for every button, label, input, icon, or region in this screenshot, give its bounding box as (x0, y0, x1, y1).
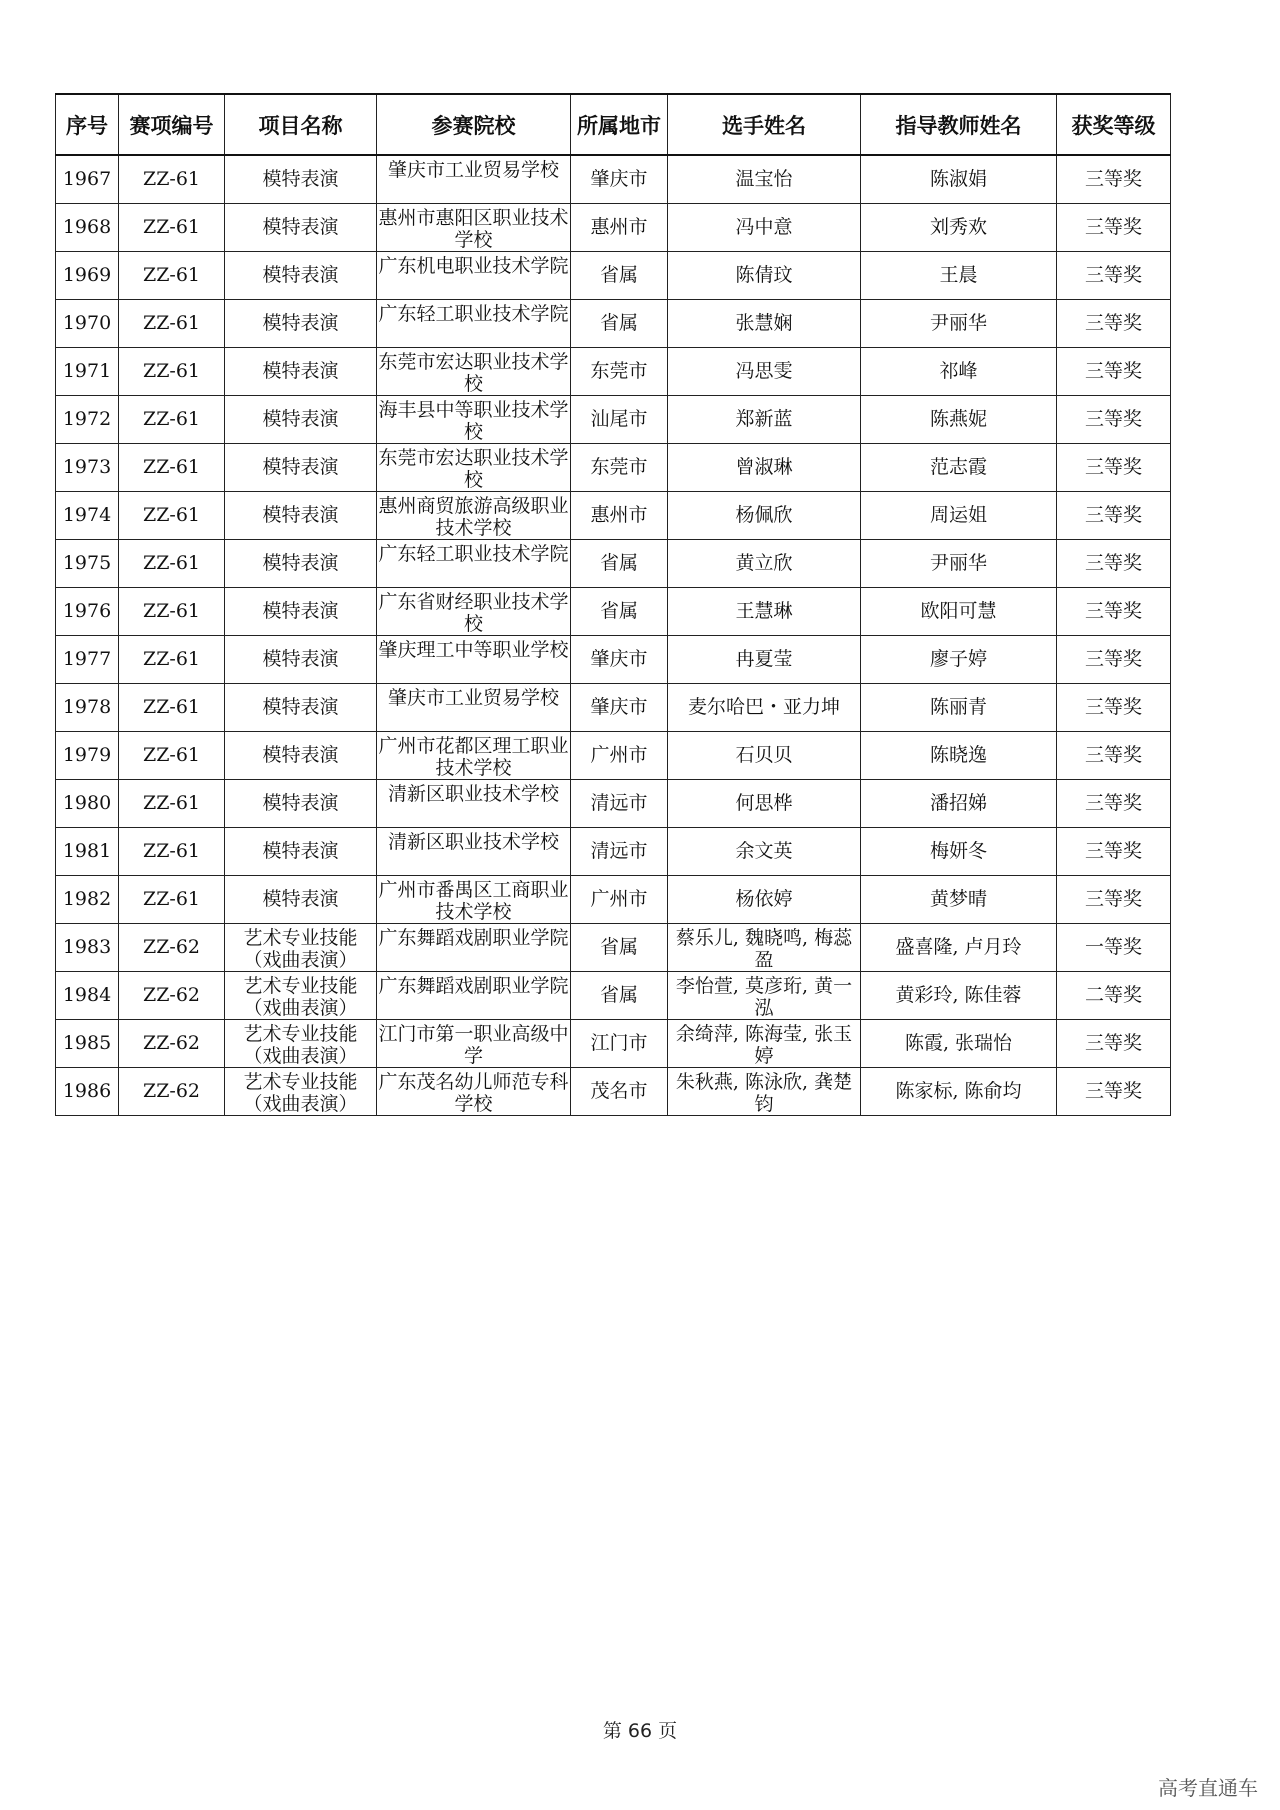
cell-text: 清新区职业技术学校 (387, 782, 559, 805)
cell-contestant (668, 972, 861, 1020)
cell-event-code: ZZ-61 (119, 492, 225, 540)
cell-contestant: 麦尔哈巴・亚力坤 (668, 684, 861, 732)
cell-contestant: 陈倩玟 (668, 252, 861, 300)
cell-school (377, 972, 571, 1020)
cell-contestant: 冉夏莹 (668, 636, 861, 684)
cell-award: 一等奖 (1057, 924, 1171, 972)
cell-text: 广东轻工职业技术学院 (378, 302, 569, 325)
cell-event-code: ZZ-61 (119, 780, 225, 828)
cell-text: 蔡乐儿, 魏晓鸣, 梅蕊盈 (675, 926, 853, 971)
cell-award: 三等奖 (1057, 828, 1171, 876)
cell-school (377, 924, 571, 972)
cell-award: 三等奖 (1057, 204, 1171, 252)
cell-text: 江门市第一职业高级中学 (378, 1022, 569, 1067)
cell-award: 三等奖 (1057, 492, 1171, 540)
cell-seq: 1971 (56, 348, 119, 396)
cell-teacher: 王晨 (861, 252, 1057, 300)
header-award: 获奖等级 (1057, 94, 1171, 155)
cell-school (377, 876, 571, 924)
cell-city: 清远市 (571, 780, 668, 828)
cell-city: 东莞市 (571, 348, 668, 396)
cell-city: 省属 (571, 300, 668, 348)
cell-award: 三等奖 (1057, 300, 1171, 348)
cell-text: 广东机电职业技术学院 (378, 254, 569, 277)
page-number: 第 66 页 (602, 1720, 678, 1742)
cell-seq: 1979 (56, 732, 119, 780)
cell-event-code: ZZ-62 (119, 1068, 225, 1116)
cell-school (377, 444, 571, 492)
cell-event-code: ZZ-62 (119, 972, 225, 1020)
cell-award: 三等奖 (1057, 684, 1171, 732)
cell-city: 惠州市 (571, 492, 668, 540)
cell-school (377, 300, 571, 348)
cell-contestant: 王慧琳 (668, 588, 861, 636)
cell-project-name: 模特表演 (225, 155, 377, 204)
table-row (56, 540, 1171, 588)
cell-contestant: 余文英 (668, 828, 861, 876)
cell-teacher: 范志霞 (861, 444, 1057, 492)
header-project-name: 项目名称 (225, 94, 377, 155)
cell-event-code: ZZ-61 (119, 348, 225, 396)
header-contestant: 选手姓名 (668, 94, 861, 155)
cell-school (377, 540, 571, 588)
cell-project-name: 模特表演 (225, 684, 377, 732)
cell-teacher: 黄彩玲, 陈佳蓉 (861, 972, 1057, 1020)
cell-teacher: 陈晓逸 (861, 732, 1057, 780)
table-row (56, 348, 1171, 396)
cell-text: 广州市花都区理工职业技术学校 (378, 734, 569, 779)
cell-teacher: 周运姐 (861, 492, 1057, 540)
cell-teacher: 陈丽青 (861, 684, 1057, 732)
cell-event-code: ZZ-61 (119, 396, 225, 444)
cell-city: 省属 (571, 924, 668, 972)
table-row (56, 444, 1171, 492)
cell-school (377, 252, 571, 300)
cell-award: 三等奖 (1057, 1068, 1171, 1116)
table-row (56, 828, 1171, 876)
cell-seq: 1978 (56, 684, 119, 732)
cell-city: 惠州市 (571, 204, 668, 252)
cell-seq: 1972 (56, 396, 119, 444)
cell-award: 三等奖 (1057, 348, 1171, 396)
cell-seq: 1981 (56, 828, 119, 876)
cell-school (377, 396, 571, 444)
cell-contestant: 杨依婷 (668, 876, 861, 924)
cell-school (377, 780, 571, 828)
watermark: 高考直通车 (1158, 1776, 1258, 1800)
cell-award: 三等奖 (1057, 540, 1171, 588)
cell-text: 艺术专业技能（戏曲表演） (243, 1022, 358, 1067)
cell-project-name: 模特表演 (225, 252, 377, 300)
cell-teacher: 陈燕妮 (861, 396, 1057, 444)
cell-school (377, 1020, 571, 1068)
cell-award: 三等奖 (1057, 1020, 1171, 1068)
cell-seq: 1984 (56, 972, 119, 1020)
cell-city: 省属 (571, 540, 668, 588)
cell-seq: 1977 (56, 636, 119, 684)
table-row (56, 780, 1171, 828)
cell-text: 李怡萱, 莫彦珩, 黄一泓 (675, 974, 853, 1019)
cell-school (377, 348, 571, 396)
table-row (56, 300, 1171, 348)
cell-event-code: ZZ-61 (119, 876, 225, 924)
cell-teacher: 黄梦晴 (861, 876, 1057, 924)
cell-award: 三等奖 (1057, 732, 1171, 780)
table-row (56, 588, 1171, 636)
cell-seq: 1986 (56, 1068, 119, 1116)
cell-event-code: ZZ-61 (119, 684, 225, 732)
cell-seq: 1985 (56, 1020, 119, 1068)
cell-text: 惠州市惠阳区职业技术学校 (378, 206, 569, 251)
cell-contestant (668, 1020, 861, 1068)
cell-award: 三等奖 (1057, 780, 1171, 828)
cell-text: 海丰县中等职业技术学校 (378, 398, 569, 443)
cell-city: 肇庆市 (571, 636, 668, 684)
cell-city: 茂名市 (571, 1068, 668, 1116)
header-city: 所属地市 (571, 94, 668, 155)
cell-event-code: ZZ-61 (119, 540, 225, 588)
cell-project-name (225, 1068, 377, 1116)
table-row (56, 252, 1171, 300)
cell-seq: 1982 (56, 876, 119, 924)
cell-seq: 1973 (56, 444, 119, 492)
cell-event-code: ZZ-61 (119, 636, 225, 684)
cell-school (377, 684, 571, 732)
table-row (56, 924, 1171, 972)
cell-award: 三等奖 (1057, 636, 1171, 684)
cell-award: 三等奖 (1057, 396, 1171, 444)
cell-school (377, 492, 571, 540)
award-table (55, 93, 1171, 1116)
cell-project-name: 模特表演 (225, 492, 377, 540)
cell-text: 广东茂名幼儿师范专科学校 (378, 1070, 569, 1115)
cell-seq: 1980 (56, 780, 119, 828)
cell-text: 艺术专业技能（戏曲表演） (243, 1070, 358, 1115)
cell-city: 省属 (571, 252, 668, 300)
table-row (56, 396, 1171, 444)
cell-teacher: 盛喜隆, 卢月玲 (861, 924, 1057, 972)
cell-event-code: ZZ-62 (119, 1020, 225, 1068)
cell-school (377, 828, 571, 876)
cell-seq: 1969 (56, 252, 119, 300)
cell-project-name: 模特表演 (225, 204, 377, 252)
cell-teacher: 刘秀欢 (861, 204, 1057, 252)
cell-teacher: 尹丽华 (861, 300, 1057, 348)
cell-award: 三等奖 (1057, 444, 1171, 492)
cell-project-name: 模特表演 (225, 780, 377, 828)
cell-school (377, 588, 571, 636)
cell-school (377, 204, 571, 252)
cell-contestant: 冯中意 (668, 204, 861, 252)
cell-school (377, 155, 571, 204)
cell-project-name: 模特表演 (225, 636, 377, 684)
cell-teacher: 欧阳可慧 (861, 588, 1057, 636)
cell-award: 三等奖 (1057, 876, 1171, 924)
cell-event-code: ZZ-61 (119, 204, 225, 252)
cell-award: 三等奖 (1057, 588, 1171, 636)
cell-project-name: 模特表演 (225, 588, 377, 636)
table-body (56, 155, 1171, 1116)
cell-teacher: 廖子婷 (861, 636, 1057, 684)
cell-text: 广东舞蹈戏剧职业学院 (378, 926, 569, 949)
cell-teacher: 尹丽华 (861, 540, 1057, 588)
cell-text: 朱秋燕, 陈泳欣, 龚楚钧 (675, 1070, 853, 1115)
table-row (56, 876, 1171, 924)
cell-text: 艺术专业技能（戏曲表演） (243, 974, 358, 1019)
table-row (56, 204, 1171, 252)
header-school: 参赛院校 (377, 94, 571, 155)
cell-seq: 1970 (56, 300, 119, 348)
table-row (56, 1068, 1171, 1116)
table-row (56, 155, 1171, 204)
cell-contestant (668, 924, 861, 972)
cell-project-name: 模特表演 (225, 348, 377, 396)
cell-contestant: 冯思雯 (668, 348, 861, 396)
table-row (56, 684, 1171, 732)
cell-city: 省属 (571, 588, 668, 636)
cell-seq: 1976 (56, 588, 119, 636)
cell-text: 广东舞蹈戏剧职业学院 (378, 974, 569, 997)
cell-text: 肇庆市工业贸易学校 (387, 158, 559, 181)
cell-project-name: 模特表演 (225, 396, 377, 444)
cell-city: 江门市 (571, 1020, 668, 1068)
table-row (56, 492, 1171, 540)
cell-event-code: ZZ-62 (119, 924, 225, 972)
table-row (56, 1020, 1171, 1068)
header-teacher: 指导教师姓名 (861, 94, 1057, 155)
cell-event-code: ZZ-61 (119, 444, 225, 492)
cell-text: 惠州商贸旅游高级职业技术学校 (378, 494, 569, 539)
cell-contestant: 温宝怡 (668, 155, 861, 204)
cell-seq: 1968 (56, 204, 119, 252)
cell-text: 广东省财经职业技术学校 (378, 590, 569, 635)
cell-teacher: 祁峰 (861, 348, 1057, 396)
cell-teacher: 梅妍冬 (861, 828, 1057, 876)
cell-contestant: 杨佩欣 (668, 492, 861, 540)
table-header-row (56, 94, 1171, 155)
cell-teacher: 陈家标, 陈俞均 (861, 1068, 1057, 1116)
cell-school (377, 636, 571, 684)
cell-event-code: ZZ-61 (119, 732, 225, 780)
cell-text: 广东轻工职业技术学院 (378, 542, 569, 565)
cell-award: 二等奖 (1057, 972, 1171, 1020)
cell-city: 汕尾市 (571, 396, 668, 444)
cell-city: 省属 (571, 972, 668, 1020)
cell-contestant (668, 1068, 861, 1116)
cell-event-code: ZZ-61 (119, 828, 225, 876)
cell-award: 三等奖 (1057, 155, 1171, 204)
cell-city: 广州市 (571, 732, 668, 780)
cell-project-name: 模特表演 (225, 540, 377, 588)
table-row (56, 972, 1171, 1020)
cell-contestant: 石贝贝 (668, 732, 861, 780)
cell-text: 东莞市宏达职业技术学校 (378, 446, 569, 491)
cell-teacher: 陈淑娟 (861, 155, 1057, 204)
cell-event-code: ZZ-61 (119, 252, 225, 300)
cell-seq: 1974 (56, 492, 119, 540)
cell-award: 三等奖 (1057, 252, 1171, 300)
cell-contestant: 张慧娴 (668, 300, 861, 348)
cell-project-name: 模特表演 (225, 876, 377, 924)
cell-city: 东莞市 (571, 444, 668, 492)
cell-city: 清远市 (571, 828, 668, 876)
cell-project-name: 模特表演 (225, 732, 377, 780)
cell-city: 广州市 (571, 876, 668, 924)
cell-project-name (225, 924, 377, 972)
cell-event-code: ZZ-61 (119, 155, 225, 204)
cell-city: 肇庆市 (571, 684, 668, 732)
cell-text: 清新区职业技术学校 (387, 830, 559, 853)
cell-contestant: 郑新蓝 (668, 396, 861, 444)
cell-teacher: 潘招娣 (861, 780, 1057, 828)
header-event-code: 赛项编号 (119, 94, 225, 155)
cell-event-code: ZZ-61 (119, 588, 225, 636)
table-row (56, 636, 1171, 684)
cell-project-name: 模特表演 (225, 828, 377, 876)
cell-text: 艺术专业技能（戏曲表演） (243, 926, 358, 971)
cell-text: 广州市番禺区工商职业技术学校 (378, 878, 569, 923)
cell-text: 东莞市宏达职业技术学校 (378, 350, 569, 395)
cell-project-name (225, 972, 377, 1020)
cell-contestant: 何思桦 (668, 780, 861, 828)
cell-contestant: 曾淑琳 (668, 444, 861, 492)
table-row (56, 732, 1171, 780)
cell-project-name: 模特表演 (225, 444, 377, 492)
cell-project-name: 模特表演 (225, 300, 377, 348)
cell-city: 肇庆市 (571, 155, 668, 204)
header-seq: 序号 (56, 94, 119, 155)
cell-project-name (225, 1020, 377, 1068)
cell-text: 余绮萍, 陈海莹, 张玉婷 (675, 1022, 853, 1067)
cell-text: 肇庆市工业贸易学校 (387, 686, 559, 709)
cell-school (377, 1068, 571, 1116)
cell-school (377, 732, 571, 780)
cell-seq: 1975 (56, 540, 119, 588)
cell-seq: 1983 (56, 924, 119, 972)
cell-contestant: 黄立欣 (668, 540, 861, 588)
cell-seq: 1967 (56, 155, 119, 204)
cell-text: 肇庆理工中等职业学校 (378, 638, 569, 661)
cell-event-code: ZZ-61 (119, 300, 225, 348)
cell-teacher: 陈霞, 张瑞怡 (861, 1020, 1057, 1068)
